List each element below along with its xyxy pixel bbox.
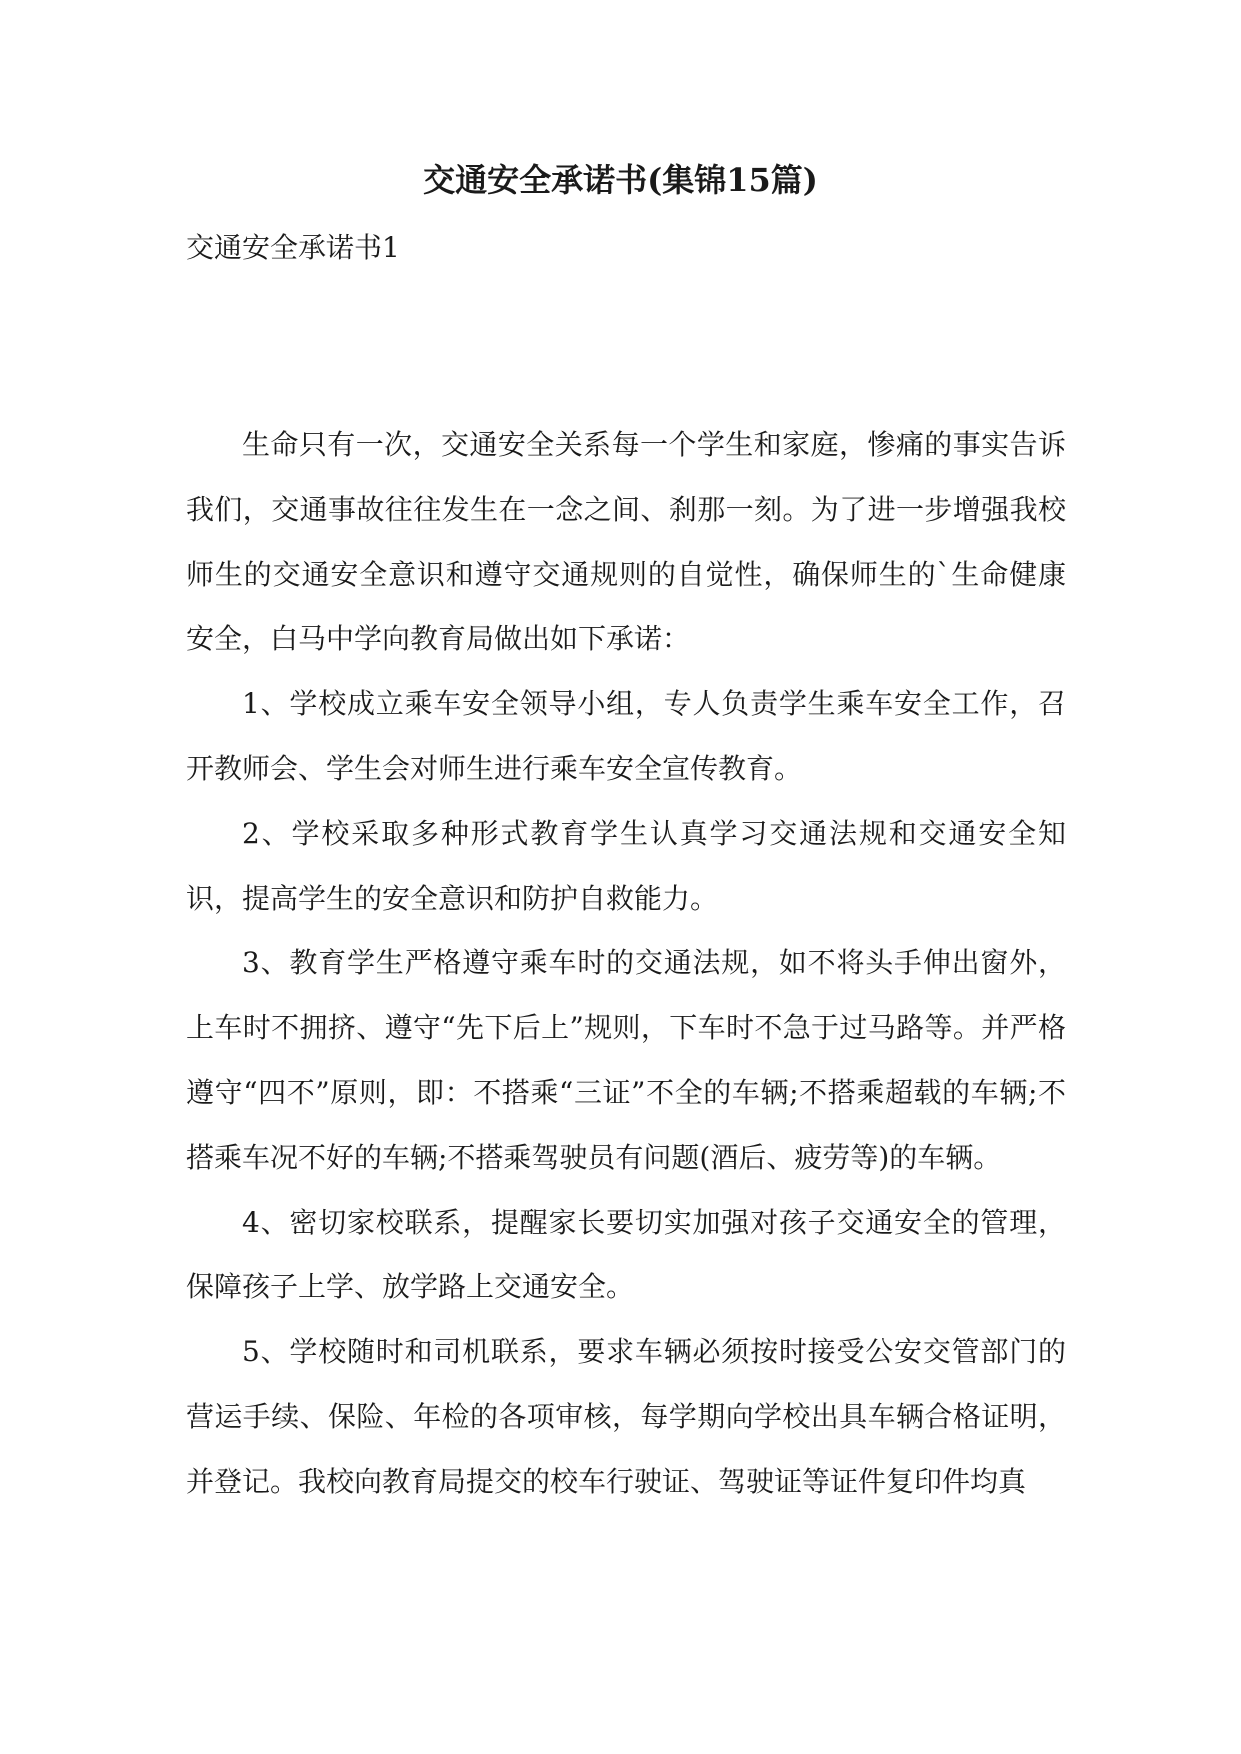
paragraph-item-4: 4、密切家校联系，提醒家长要切实加强对孩子交通安全的管理，保障孩子上学、放学路上交通安全。 xyxy=(186,1205,1066,1304)
paragraph-item-3: 3、教育学生严格遵守乘车时的交通法规，如不将头手伸出窗外，上车时不拥挤、遵守“先下后上”规则，下车时不急于过马路等。并严格遵守“四不”原则，即：不搭乘“三证”不全的车辆;不搭乘超载的车辆;不搭乘车况不好的车辆;不搭乘驾驶员有问题(酒后、疲劳等)的车辆。 xyxy=(186,946,1066,1174)
section-heading: 交通安全承诺书1 xyxy=(186,231,400,264)
document-title: 交通安全承诺书(集锦15篇) xyxy=(423,161,818,199)
paragraph-item-5: 5、学校随时和司机联系，要求车辆必须按时接受公安交管部门的营运手续、保险、年检的各项审核，每学期向学校出具车辆合格证明，并登记。我校向教育局提交的校车行驶证、驾驶证等证件复印件均真 xyxy=(186,1335,1066,1498)
paragraph-item-1: 1、学校成立乘车安全领导小组，专人负责学生乘车安全工作，召开教师会、学生会对师生进行乘车安全宣传教育。 xyxy=(186,687,1066,785)
paragraph-intro: 生命只有一次，交通安全关系每一个学生和家庭，惨痛的事实告诉我们，交通事故往往发生在一念之间、刹那一刻。为了进一步增强我校师生的交通安全意识和遵守交通规则的自觉性，确保师生的`生命健康安全，白马中学向教育局做出如下承诺： xyxy=(186,428,1066,656)
paragraph-item-2: 2、学校采取多种形式教育学生认真学习交通法规和交通安全知识，提高学生的安全意识和防护自救能力。 xyxy=(186,816,1066,915)
document-body xyxy=(186,413,1066,1515)
